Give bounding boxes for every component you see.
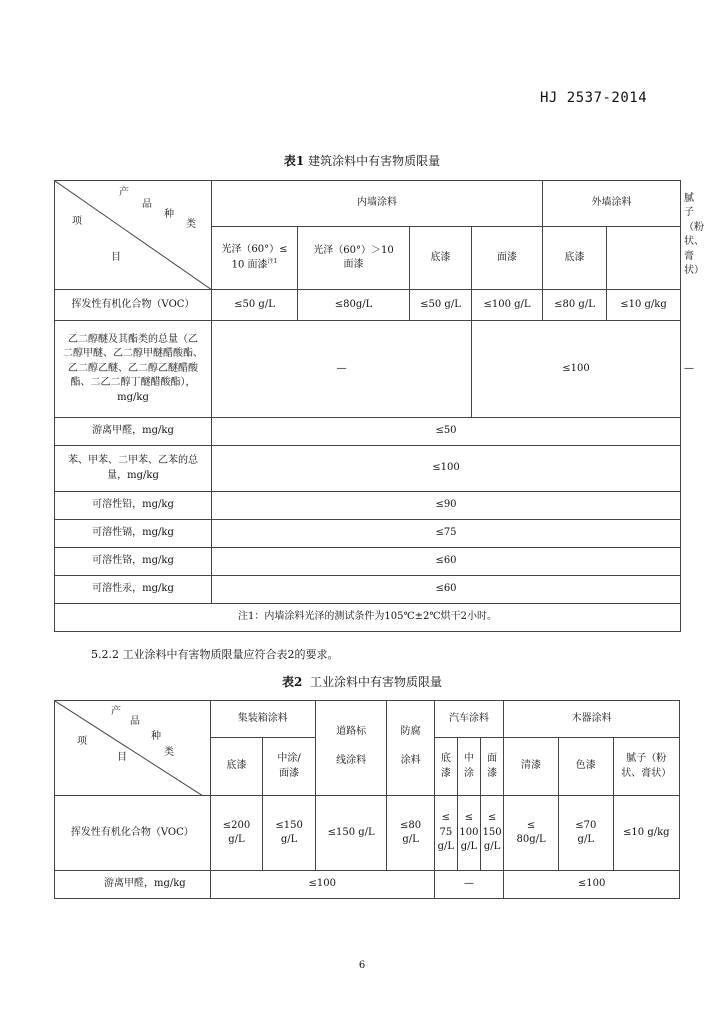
cell-text: g/L xyxy=(483,841,501,853)
col-text: 中涂/ xyxy=(277,753,301,764)
page-number: 6 xyxy=(358,960,366,971)
row-label: 挥发性有机化合物（VOC） xyxy=(55,796,211,871)
table2 xyxy=(54,700,680,899)
corner-label: 产 xyxy=(111,706,121,717)
col-w-putty xyxy=(613,738,679,796)
standard-number: HJ 2537-2014 xyxy=(540,90,648,106)
table-row xyxy=(55,576,681,604)
row-label: 可溶性铬，mg/kg xyxy=(55,548,212,576)
col-c-mid xyxy=(263,738,316,796)
table1-corner-cell xyxy=(55,181,212,290)
cell: ≤50 g/L xyxy=(212,290,298,321)
col-text: 中 xyxy=(463,753,474,764)
corner-label: 产 xyxy=(119,187,129,198)
col-text: 底 xyxy=(440,753,451,764)
col-text: 10 面漆 xyxy=(231,259,268,271)
table-row: 乙二醇醚及其酯类的总量（乙 二醇甲醚、乙二醇甲醚醋酸酯、 乙二醇乙醚、乙二醇乙醚醋酸 酯、二乙二醇丁醚醋酸酯）， mg/kg — ≤100 — xyxy=(55,321,681,418)
col-text: 面漆 xyxy=(279,767,300,779)
cell: ≤100 xyxy=(212,446,681,492)
group-auto: 汽车涂料 xyxy=(434,701,503,738)
group-interior: 内墙涂料 xyxy=(212,181,543,227)
col-gloss-le10 xyxy=(212,227,298,290)
cell: ≤10 g/kg xyxy=(613,796,679,871)
group-container: 集装箱涂料 xyxy=(210,701,315,738)
cell-text: ≤80 xyxy=(400,819,422,831)
row-label: 可溶性镉，mg/kg xyxy=(55,520,212,548)
table1: 产 品 种 类 项 目 内墙涂料 外墙涂料 腻子（粉状、膏状） 光泽（60°）≤ 10 面漆$^{注1}$ 光泽（60°）＞10 面漆 底漆 面漆 底漆 挥发性有机化合物（VOC） ≤50 g/L ≤80g/L ≤50 g/L ≤100 g/L ≤80 g/L ≤10 g/kg 乙二醇醚及其酯类的总量（乙 二醇甲醚、乙二醇甲醚醋酸酯、 乙二醇乙醚、乙二醇乙醚醋酸 酯、二乙二醇丁醚醋酸酯）， mg/kg — ≤100 — 游离甲醛，mg/kg ≤50 苯、甲苯、二甲苯、乙苯的总 量，mg/kg ≤100 可溶性铅，mg/kg ≤90 可溶性镉，mg/kg ≤75 可溶性铬，mg/kg ≤60 可溶性汞，mg/kg ≤60 注1：内墙涂料光泽的测试条件为105℃±2℃烘干2小时。 xyxy=(54,180,681,632)
table1-note: 注1：内墙涂料光泽的测试条件为105℃±2℃烘干2小时。 xyxy=(55,604,681,632)
table-row xyxy=(55,418,681,446)
cell: — xyxy=(212,321,472,418)
col-int-primer: 底漆 xyxy=(410,227,472,290)
section-paragraph: 5.2.2 工业涂料中有害物质限量应符合表2的要求。 xyxy=(91,648,339,661)
cell-text: g/L xyxy=(577,834,594,845)
cell xyxy=(434,796,457,871)
corner-label: 类 xyxy=(186,219,196,230)
col-text: 漆 xyxy=(487,767,498,779)
col-a-mid xyxy=(457,738,480,796)
diagonal-line xyxy=(55,181,212,290)
cell xyxy=(387,796,434,871)
row-label xyxy=(55,446,212,492)
cell: ≤50 g/L xyxy=(410,290,472,321)
row-label: 可溶性汞，mg/kg xyxy=(55,576,212,604)
cell-text: 100 xyxy=(459,826,479,838)
col-text: 腻子（粉 xyxy=(626,753,667,764)
row-label-line: mg/kg xyxy=(117,391,149,403)
cell: ≤100 xyxy=(210,871,434,899)
cell-text: g/L xyxy=(460,841,478,853)
group-wood: 木器涂料 xyxy=(504,701,680,738)
row-label-line: 二醇甲醚、乙二醇甲醚醋酸酯、 xyxy=(63,348,203,360)
cell xyxy=(504,796,559,871)
table2-caption-label: 表2 xyxy=(281,675,303,689)
cell xyxy=(481,796,504,871)
cell-text: g/L xyxy=(228,834,245,845)
row-label-line: 乙二醇乙醚、乙二醇乙醚醋酸 xyxy=(68,362,198,374)
cell: ≤75 xyxy=(212,520,681,548)
cell: ≤100 g/L xyxy=(472,290,543,321)
col-w-color: 色漆 xyxy=(558,738,613,796)
col-gloss-gt10 xyxy=(298,227,410,290)
corner-label: 类 xyxy=(164,747,174,758)
table2-caption xyxy=(0,673,724,690)
row-label-line: 乙二醇醚及其酯类的总量（乙 xyxy=(68,333,198,345)
table-row xyxy=(55,520,681,548)
corner-label: 项 xyxy=(77,736,87,747)
table-row xyxy=(55,446,681,492)
cell-text: 75 xyxy=(439,826,453,838)
cell-text: g/L xyxy=(280,834,298,845)
cell: ≤80 g/L xyxy=(543,290,607,321)
table2-caption-text: 工业涂料中有害物质限量 xyxy=(309,675,442,689)
col-text: 面 xyxy=(487,753,498,764)
cell: ≤10 g/kg xyxy=(607,290,681,321)
row-label: 游离甲醛，mg/kg xyxy=(55,418,212,446)
cell: ≤100 xyxy=(504,871,680,899)
table-row xyxy=(55,492,681,520)
corner-label: 品 xyxy=(130,716,140,727)
group-text: 道路标 xyxy=(336,726,367,737)
cell: ≤80g/L xyxy=(298,290,410,321)
row-label: 挥发性有机化合物（VOC） xyxy=(55,290,212,321)
corner-label: 项 xyxy=(72,216,82,227)
corner-label: 种 xyxy=(164,209,174,220)
cell-text: 80g/L xyxy=(516,834,546,845)
cell-text: 150 xyxy=(482,826,502,838)
cell: — xyxy=(434,871,503,899)
col-text: 涂 xyxy=(463,767,474,779)
row-label-line: 量，mg/kg xyxy=(107,469,159,481)
row-label: 可溶性铅，mg/kg xyxy=(55,492,212,520)
cell-text: ≤150 xyxy=(275,819,303,831)
col-text: 状、膏状） xyxy=(621,767,672,779)
table2-corner-cell xyxy=(55,701,211,796)
group-exterior: 外墙涂料 xyxy=(543,181,681,227)
row-label: 游离甲醛，mg/kg xyxy=(55,871,211,899)
table1-caption-text: 建筑涂料中有害物质限量 xyxy=(308,154,441,168)
table-row xyxy=(55,796,680,871)
cell-text: ≤ xyxy=(441,812,451,824)
col-a-top xyxy=(481,738,504,796)
cell-text: ≤70 xyxy=(575,819,597,831)
note-ref: 注1 xyxy=(267,257,278,265)
col-text: 光泽（60°）≤ xyxy=(221,244,288,256)
table-row xyxy=(55,548,681,576)
corner-label: 种 xyxy=(151,731,161,742)
cell-text: ≤200 xyxy=(222,819,251,831)
corner-label: 品 xyxy=(142,199,152,210)
col-a-primer xyxy=(434,738,457,796)
cell-text: g/L xyxy=(437,841,455,853)
table-row xyxy=(55,871,680,899)
col-ext-top: 面漆 xyxy=(472,227,543,290)
corner-label: 目 xyxy=(111,252,121,263)
cell xyxy=(558,796,613,871)
col-text: 面漆 xyxy=(343,259,364,270)
col-ext-primer: 底漆 xyxy=(543,227,607,290)
col-c-primer: 底漆 xyxy=(210,738,263,796)
cell-text: ≤ xyxy=(526,819,536,831)
corner-label: 目 xyxy=(117,752,127,763)
table1-caption-label: 表1 xyxy=(283,154,305,168)
group-anticorrosion xyxy=(387,701,434,796)
group-text: 线涂料 xyxy=(336,755,367,766)
cell: ≤60 xyxy=(212,576,681,604)
col-w-clear: 清漆 xyxy=(504,738,559,796)
cell: ≤50 xyxy=(212,418,681,446)
table-row xyxy=(55,604,681,632)
cell: ≤150 g/L xyxy=(315,796,387,871)
cell: ≤90 xyxy=(212,492,681,520)
cell-text: g/L xyxy=(402,834,419,845)
col-text: 漆 xyxy=(440,767,451,779)
cell xyxy=(457,796,480,871)
table1-caption xyxy=(0,152,724,169)
cell-text: ≤ xyxy=(487,812,497,824)
cell-text: ≤ xyxy=(464,812,474,824)
table-row xyxy=(55,290,681,321)
cell: ≤60 xyxy=(212,548,681,576)
cell xyxy=(210,796,263,871)
group-text: 涂料 xyxy=(400,755,421,766)
row-label-line: 酯、二乙二醇丁醚醋酸酯）， xyxy=(70,377,196,389)
row-label xyxy=(55,321,212,418)
group-text: 防腐 xyxy=(400,726,421,737)
cell xyxy=(263,796,316,871)
col-text: 光泽（60°）＞10 xyxy=(313,244,394,256)
group-road xyxy=(315,701,387,796)
row-label-line: 苯、甲苯、二甲苯、乙苯的总 xyxy=(68,455,198,466)
cell: ≤100 xyxy=(472,321,681,418)
